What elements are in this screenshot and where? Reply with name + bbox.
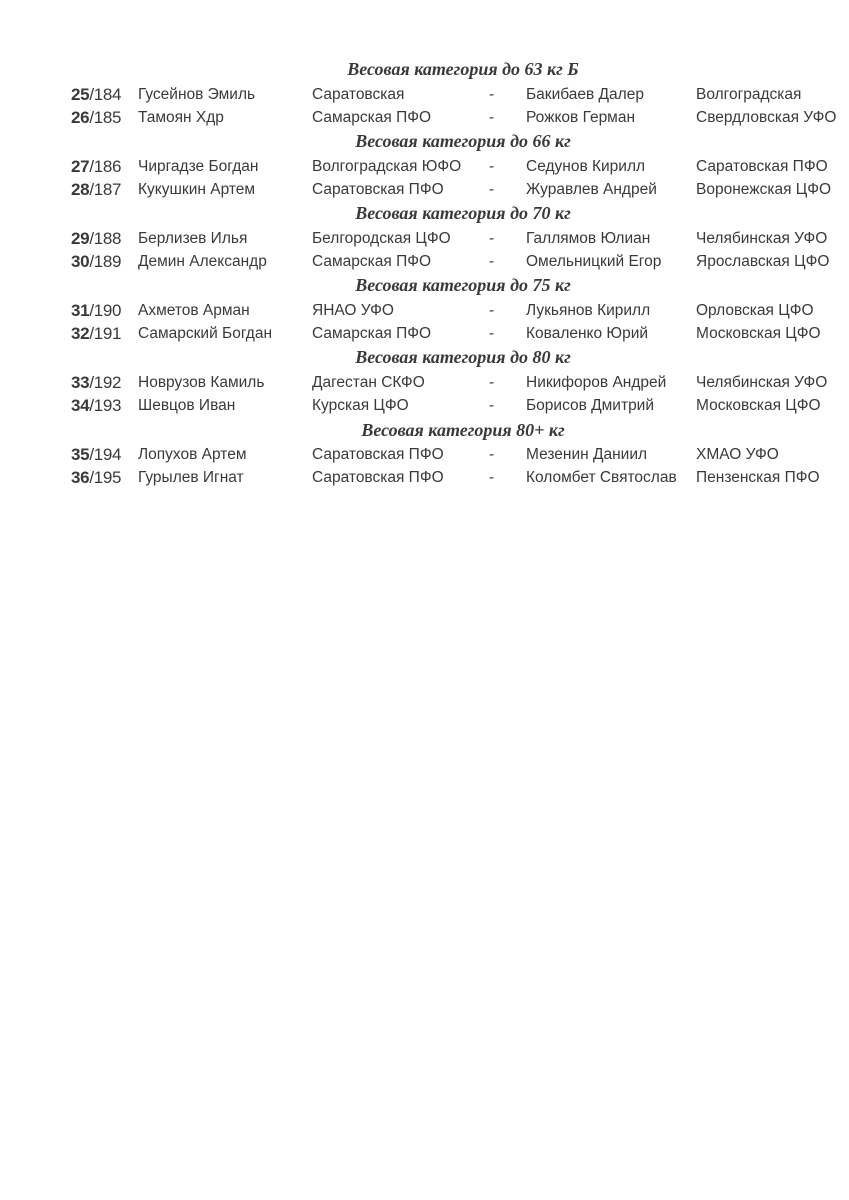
bout-row (0, 227, 849, 250)
fighter-2-region: Свердловская УФО (696, 109, 837, 126)
fighter-1-region: Волгоградская ЮФО (312, 158, 462, 175)
versus-dash: - (489, 397, 495, 414)
weight-category-title: Весовая категория до 75 кг (355, 275, 571, 295)
versus-dash: - (489, 446, 495, 463)
versus-dash: - (489, 109, 495, 126)
fighter-1-region: Саратовская (312, 86, 405, 103)
weight-category-title: Весовая категория до 66 кг (355, 131, 571, 151)
fighter-2-name: Лукьянов Кирилл (526, 302, 651, 319)
fighter-2-name: Мезенин Даниил (526, 446, 648, 463)
fighter-1-name: Лопухов Артем (138, 446, 247, 463)
versus-dash: - (489, 86, 495, 103)
bout-number: 31/190 (71, 301, 122, 320)
fighter-1-name: Демин Александр (138, 253, 267, 270)
fighter-2-region: Ярославская ЦФО (696, 253, 830, 270)
bout-number: 26/185 (71, 108, 122, 127)
fighter-1-region: Самарская ПФО (312, 109, 432, 126)
versus-dash: - (489, 158, 495, 175)
fighter-2-region: ХМАО УФО (696, 446, 779, 463)
fighter-2-name: Коваленко Юрий (526, 325, 649, 342)
weight-category-title: Весовая категория 80+ кг (361, 420, 565, 440)
bout-row (0, 443, 849, 466)
bout-row (0, 155, 849, 178)
bout-row (0, 250, 849, 273)
fighter-2-region: Московская ЦФО (696, 325, 821, 342)
fighter-1-name: Гурылев Игнат (138, 469, 244, 486)
bout-number: 36/195 (71, 468, 122, 487)
weight-category-title: Весовая категория до 80 кг (355, 347, 571, 367)
fighter-2-name: Галлямов Юлиан (526, 230, 651, 247)
bout-number: 32/191 (71, 324, 122, 343)
bout-row (0, 466, 849, 489)
fighter-2-name: Коломбет Святослав (526, 469, 677, 486)
fighter-1-region: Белгородская ЦФО (312, 230, 451, 247)
bout-row (0, 106, 849, 129)
fighter-1-region: Дагестан СКФО (312, 374, 425, 391)
fighter-2-name: Бакибаев Далер (526, 86, 644, 103)
bout-number: 29/188 (71, 229, 122, 248)
fighter-1-region: ЯНАО УФО (312, 302, 394, 319)
fighter-1-name: Тамоян Хдр (138, 109, 224, 126)
bout-row (0, 178, 849, 201)
bout-number: 25/184 (71, 85, 122, 104)
bout-number: 33/192 (71, 373, 122, 392)
bout-row (0, 371, 849, 394)
bout-row (0, 394, 849, 417)
bout-number: 30/189 (71, 252, 122, 271)
fighter-2-region: Пензенская ПФО (696, 469, 820, 486)
fighter-2-region: Орловская ЦФО (696, 302, 814, 319)
fighter-2-name: Рожков Герман (526, 109, 636, 126)
bout-number: 28/187 (71, 180, 122, 199)
fighter-1-name: Шевцов Иван (138, 397, 236, 414)
bout-row (0, 322, 849, 345)
fighter-1-region: Самарская ПФО (312, 325, 432, 342)
fighter-2-name: Журавлев Андрей (526, 181, 657, 198)
fighter-1-name: Самарский Богдан (138, 325, 273, 342)
fighter-2-name: Седунов Кирилл (526, 158, 646, 175)
versus-dash: - (489, 325, 495, 342)
fighter-2-region: Московская ЦФО (696, 397, 821, 414)
fighter-1-region: Саратовская ПФО (312, 446, 444, 463)
bout-row (0, 83, 849, 106)
fighter-2-name: Борисов Дмитрий (526, 397, 655, 414)
weight-category-title: Весовая категория до 63 кг Б (347, 59, 579, 79)
fighter-1-name: Гусейнов Эмиль (138, 86, 256, 103)
fighter-1-name: Ахметов Арман (138, 302, 250, 319)
fighter-2-region: Челябинская УФО (696, 230, 828, 247)
versus-dash: - (489, 302, 495, 319)
fighter-2-name: Никифоров Андрей (526, 374, 667, 391)
versus-dash: - (489, 253, 495, 270)
fighter-2-name: Омельницкий Егор (526, 253, 662, 270)
fighter-2-region: Воронежская ЦФО (696, 181, 832, 198)
fighter-2-region: Волгоградская (696, 86, 802, 103)
versus-dash: - (489, 181, 495, 198)
fighter-1-region: Саратовская ПФО (312, 469, 444, 486)
fighter-2-region: Челябинская УФО (696, 374, 828, 391)
versus-dash: - (489, 374, 495, 391)
fighter-1-region: Курская ЦФО (312, 397, 409, 414)
fighter-1-name: Новрузов Камиль (138, 374, 265, 391)
fighter-1-region: Саратовская ПФО (312, 181, 444, 198)
bout-number: 27/186 (71, 157, 122, 176)
fighter-1-name: Берлизев Илья (138, 230, 248, 247)
bout-number: 34/193 (71, 396, 122, 415)
fighter-1-name: Чиргадзе Богдан (138, 158, 259, 175)
bout-number: 35/194 (71, 445, 122, 464)
fighter-1-region: Самарская ПФО (312, 253, 432, 270)
weight-category-title: Весовая категория до 70 кг (355, 203, 571, 223)
fighter-1-name: Кукушкин Артем (138, 181, 256, 198)
versus-dash: - (489, 230, 495, 247)
bout-row (0, 299, 849, 322)
versus-dash: - (489, 469, 495, 486)
fighter-2-region: Саратовская ПФО (696, 158, 828, 175)
